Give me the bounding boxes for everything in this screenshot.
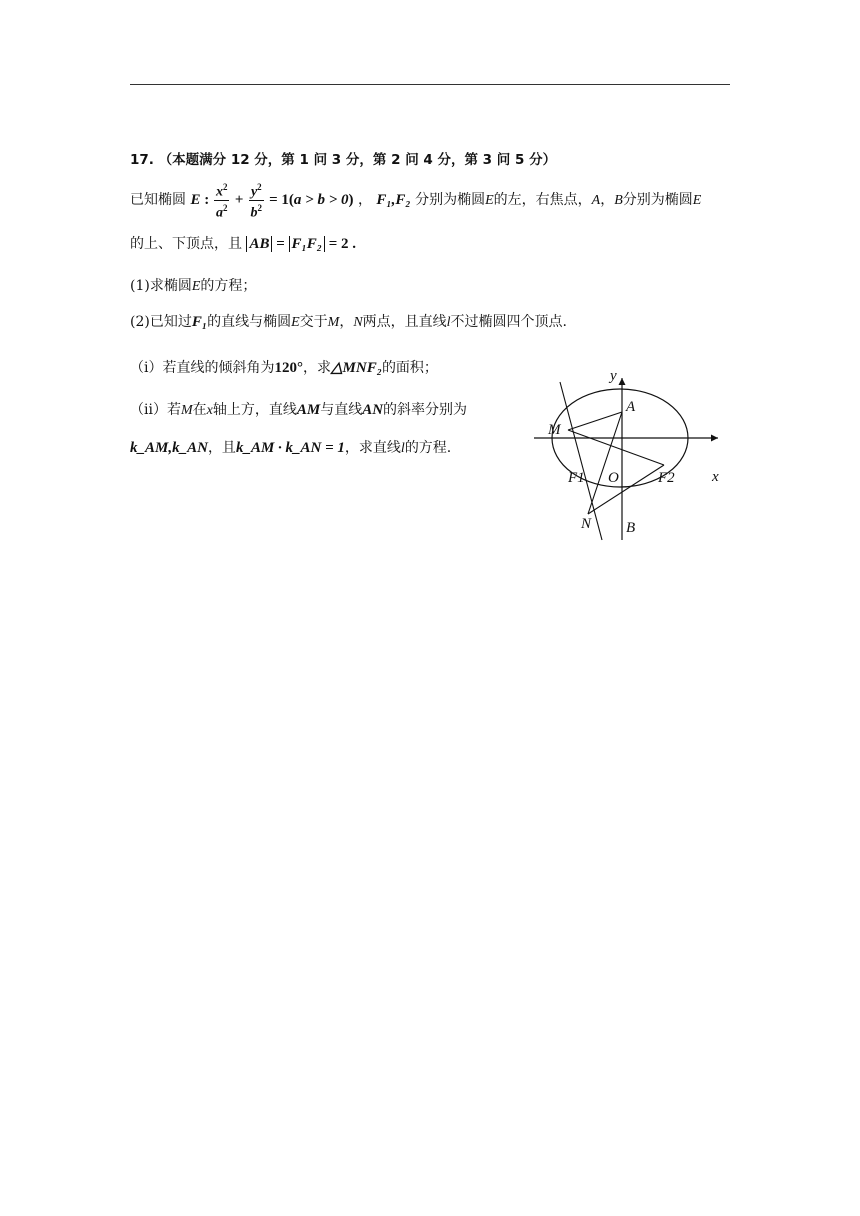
close-paren: ) (348, 192, 354, 209)
focus-f1: F₁ (191, 314, 208, 330)
condition: a > b > 0 (293, 192, 349, 209)
line-an: AN (362, 402, 384, 418)
qii-text: ，且 (207, 440, 236, 456)
q2-text: 交于 (299, 314, 328, 330)
q2-text: (2)已知过 (130, 314, 192, 330)
stem-text: ， (357, 192, 372, 209)
angle: 120° (274, 360, 303, 376)
qii-text: 的斜率分别为 (383, 402, 468, 418)
problem-header (130, 150, 556, 170)
qii-text: 与直线 (320, 402, 363, 418)
question-2-i (130, 358, 438, 378)
stem-text: 的左，右焦点， (493, 192, 592, 209)
label-f1: F1 (568, 470, 585, 486)
segment-am (568, 412, 622, 430)
qi-text: （ⅰ）若直线的倾斜角为 (130, 360, 275, 376)
qi-text: ，求 (302, 360, 331, 376)
exp: 2 (257, 202, 263, 213)
question-2 (130, 312, 567, 333)
comma: ， (600, 192, 615, 209)
ellipse-figure (528, 368, 728, 546)
q2-text: 不过椭圆四个顶点. (450, 314, 567, 330)
question-2-ii-cont (130, 438, 451, 459)
stem-text: 已知椭圆 (130, 192, 186, 209)
exp: 2 (222, 182, 228, 192)
header-rule (130, 84, 730, 85)
stem-text: 分别为椭圆 (415, 192, 486, 209)
comma: ， (339, 314, 354, 330)
problem-score-note: （本题满分 12 分，第 1 问 3 分，第 2 问 4 分，第 3 问 5 分） (158, 152, 557, 168)
slope-product: k_AM · k_AN = 1 (235, 440, 345, 456)
ellipse-name: E (291, 315, 300, 330)
exp: 2 (257, 182, 262, 192)
qii-text: 在 (192, 402, 207, 418)
line-l: l (400, 441, 405, 456)
point-m: M (180, 403, 193, 418)
stem-line-1: 已知椭圆 E : $\frac{x^2}{a^2}$ + $\frac{y^2}{b^2}$ = 1(a > b > 0) ， F₁,F₂ 分别为椭圆E的左，右焦点，A，B分别为椭圆E (130, 182, 702, 221)
qii-text: 的方程. (404, 440, 452, 456)
point-b: B (614, 193, 623, 209)
qi-text: 的面积； (381, 360, 438, 376)
question-1 (130, 276, 256, 297)
x-axis-name: x (206, 403, 213, 418)
qii-text: ，求直线 (344, 440, 401, 456)
segment-nf2 (588, 465, 664, 514)
foci-labels: F₁,F₂ (376, 192, 411, 209)
q2-text: 两点，且直线 (362, 314, 447, 330)
label-f2: F2 (658, 470, 675, 486)
x-var: x (215, 184, 223, 200)
abs-ab: AB (246, 236, 272, 252)
label-o: O (608, 470, 619, 486)
label-x: x (712, 469, 719, 485)
ellipse-name: E (191, 279, 201, 294)
triangle: △MNF₂ (330, 360, 382, 376)
equals: = (272, 236, 289, 252)
slopes: k_AM,k_AN (130, 440, 208, 456)
point-n: N (353, 315, 363, 330)
point-a: A (591, 193, 601, 209)
ellipse-name: E (485, 193, 494, 209)
y-var: y (250, 184, 258, 200)
question-2-ii (130, 400, 467, 421)
qii-text: （ⅱ）若 (130, 402, 181, 418)
equals-one: = 1( (269, 192, 294, 209)
segment-mf2 (568, 430, 664, 465)
label-a: A (626, 399, 636, 415)
fraction-x-over-a (214, 180, 230, 220)
ellipse-name: E (692, 193, 702, 209)
abs-f1f2: F₁F₂ (289, 236, 325, 252)
label-y: y (610, 368, 617, 384)
problem-number: 17. (130, 152, 154, 168)
fraction-y-over-b (249, 180, 264, 220)
q1-text: (1)求椭圆 (130, 278, 192, 294)
exp: 2 (222, 202, 228, 213)
equals-two: = 2 . (325, 236, 357, 252)
stem-line-2 (130, 234, 356, 254)
label-n: N (581, 516, 592, 532)
label-b: B (626, 520, 636, 536)
b-var: b (250, 205, 258, 221)
colon: : (200, 192, 213, 209)
qii-text: 轴上方，直线 (212, 402, 297, 418)
ellipse-name: E (190, 192, 201, 209)
a-var: a (215, 205, 223, 221)
stem-text: 的上、下顶点，且 (130, 236, 242, 252)
line-l: l (446, 315, 451, 330)
line-am: AM (296, 402, 321, 418)
stem-text: 分别为椭圆 (622, 192, 693, 209)
q1-text: 的方程； (200, 278, 257, 294)
point-m: M (327, 315, 340, 330)
label-m: M (548, 422, 561, 438)
segment-an (588, 412, 622, 514)
q2-text: 的直线与椭圆 (207, 314, 292, 330)
